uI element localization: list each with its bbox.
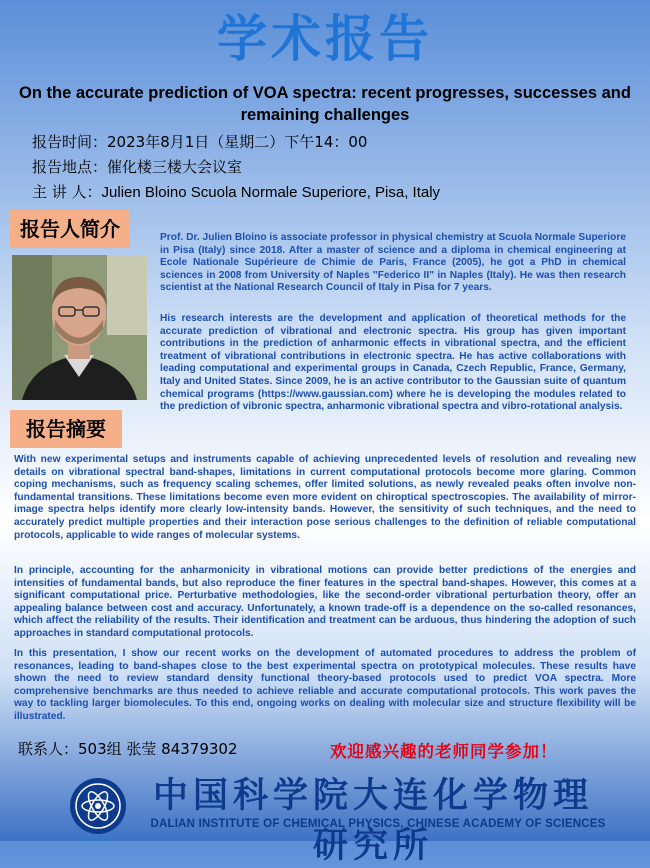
speaker-row	[32, 182, 440, 203]
speaker-portrait-icon	[12, 255, 147, 400]
institute-emblem-icon	[68, 776, 128, 841]
place-value: 催化楼三楼大会议室	[107, 158, 243, 176]
abstract-paragraph-3: In this presentation, I show our recent works on the development of automated procedures to address the problem of resonances, leading to band-shapes close to the best experimental spectra on prototypical molecules. These results have shown the need to review standard density functional theory-based protocols used to predict VOA spectra. More comprehensive benchmarks are thus needed to achieve reliable and accurate computational protocols. This work paves the way to tackling larger biomolecules. To this end, ongoing works on dealing with molecular size and structure flexibility will be illustrated.	[14, 648, 636, 722]
welcome-message: 欢迎感兴趣的老师同学参加！	[330, 742, 558, 761]
speaker-photo	[12, 255, 147, 400]
place-label: 报告地点：	[32, 158, 108, 176]
place-row	[32, 157, 242, 177]
institute-name-en: DALIAN INSTITUTE OF CHEMICAL PHYSICS, CHINESE ACADEMY OF SCIENCES	[150, 818, 606, 830]
abstract-section-tag: 报告摘要	[10, 410, 122, 448]
time-value: 2023年8月1日（星期二）下午14：00	[107, 133, 368, 151]
abstract-paragraph-2: In principle, accounting for the anharmonicity in vibrational motions can provide better predictions of the energies and intensities of fundamental bands, but also reproduce the finer features in the spectral band-shapes. However, this comes at a significant computational price. Perturbative methodologies, like the second-order vibrational perturbation theory, offer an appealing balance between cost and accuracy. Unfortunately, a known trade-off is a dependence on the so-called resonances, which affect the reliability of the results. Their identification and treatment can be arduous, thus hindering the adoption of such approaches in standard computational protocols.	[14, 565, 636, 639]
page-title-cn: 学术报告	[217, 10, 433, 68]
time-row	[32, 132, 367, 152]
talk-title: On the accurate prediction of VOA spectra: recent progresses, successes and remaining challenges	[19, 84, 631, 124]
contact-info: 联系人：503组 张莹 84379302	[18, 740, 238, 758]
speaker-label: 主 讲 人：	[32, 183, 102, 201]
bio-paragraph-2: His research interests are the development and application of theoretical methods for the accurate prediction of vibrational and electronic spectra. His group has given important contributions in the prediction of anharmonic effects in vibrational spectra, and the efficient treatment of vibrational contributions in electronic spectra. He has active collaborations with leading computational and experimental groups in Canada, Czech Republic, France, Germany, Italy and United States. Since 2009, he is an active contributor to the Gaussian suite of quantum chemical programs (https://www.gaussian.com) where he is developing the modules related to the prediction of vibronic spectra, anharmonic vibrational spectra and vibro-rotational analysis.	[160, 313, 626, 413]
abstract-paragraph-1: With new experimental setups and instruments capable of achieving unprecedented levels of resolution and revealing new details on vibrational spectral band-shapes, limitations in current computational protocols become more glaring. Common coping mechanisms, such as frequency scaling schemes, offer limited solutions, as newly revealed peaks often involve non-fundamental transitions. These limitations become even more evident on chiroptical spectroscopies. The availability of mirror-image spectra helps identify more clearly low-intensity bands. However, the sensitivity of such techniques, and the need to accurately predict multiple properties and their interaction pose serious challenges to the definition of reliable computational protocols, applicable to wide ranges of molecular systems.	[14, 454, 636, 541]
institute-name-cn: 中国科学院大连化学物理研究所	[152, 775, 593, 866]
bio-paragraph-1: Prof. Dr. Julien Bloino is associate professor in physical chemistry at Scuola Normale Superiore in Pisa (Italy) since 2018. After a master of science and a diploma in chemical engineering at Ecole Nationale Supérieure de Chimie de Paris, France (2005), he got a PhD in chemical sciences in 2008 from University of Naples "Federico II" in Naples (Italy). He was then research scientist at the National Research Council of Italy in Pisa for 7 years.	[160, 232, 626, 294]
bio-section-tag: 报告人简介	[10, 210, 130, 248]
speaker-value: Julien Bloino Scuola Normale Superiore, Pisa, Italy	[101, 184, 441, 201]
time-label: 报告时间：	[32, 133, 108, 151]
